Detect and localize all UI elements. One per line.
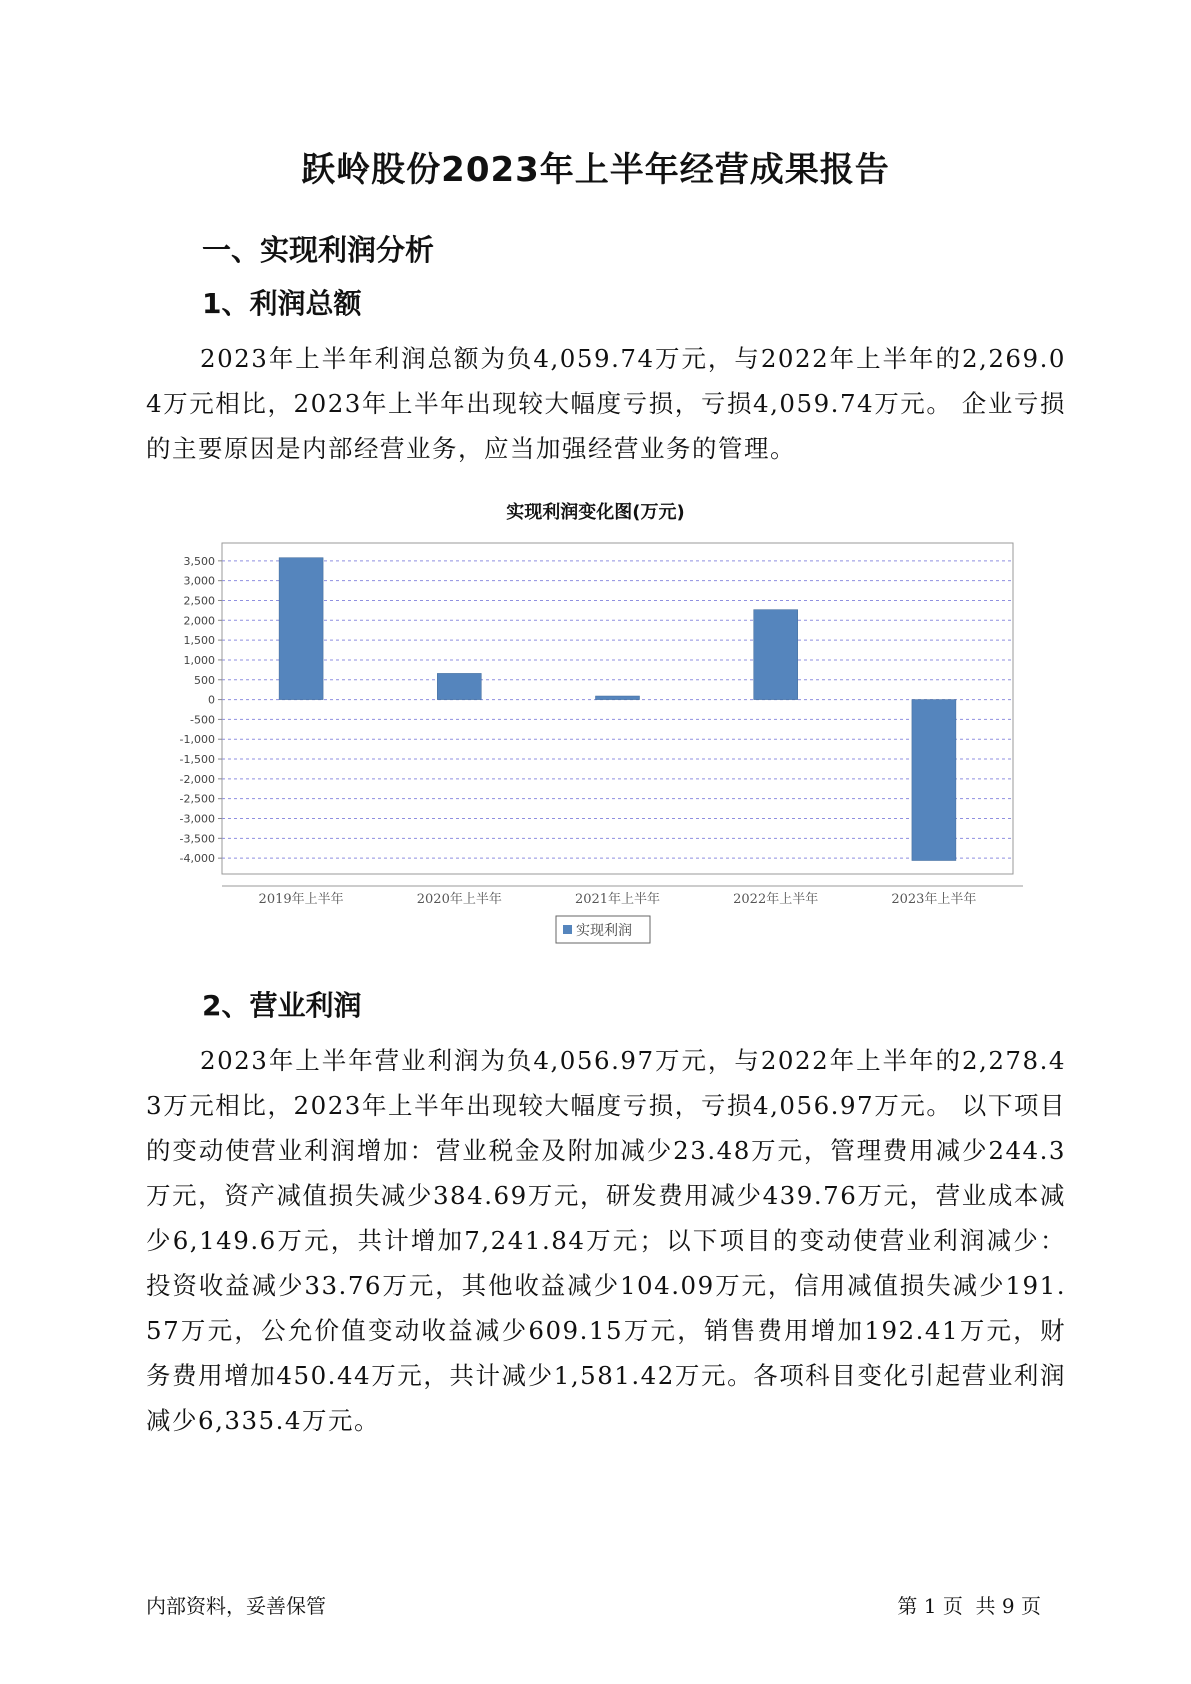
y-tick-label: -4,000 xyxy=(179,852,215,866)
y-tick-label: -1,000 xyxy=(179,733,215,747)
x-category-label: 2021年上半年 xyxy=(574,892,661,907)
y-tick-label: 0 xyxy=(208,693,215,707)
y-tick-label: 500 xyxy=(194,673,215,687)
chart-title: 实现利润变化图(万元) xyxy=(506,502,685,523)
y-tick-label: 3,000 xyxy=(183,574,215,588)
legend-label: 实现利润 xyxy=(576,923,632,939)
y-tick-label: -2,000 xyxy=(179,772,215,786)
x-category-label: 2023年上半年 xyxy=(891,892,977,907)
y-tick-label: -1,500 xyxy=(179,753,215,767)
footer-confidential: 内部资料，妥善保管 xyxy=(146,1594,326,1618)
bar-2 xyxy=(437,673,481,699)
x-category-label: 2020年上半年 xyxy=(416,892,502,907)
legend-swatch xyxy=(563,925,572,934)
section-heading-profit-analysis: 一、实现利润分析 xyxy=(202,233,435,267)
y-tick-label: -2,500 xyxy=(179,792,215,806)
y-tick-label: 2,500 xyxy=(183,594,215,608)
y-tick-label: 1,000 xyxy=(183,653,215,667)
y-tick-label: 1,500 xyxy=(183,634,215,648)
y-tick-label: 2,000 xyxy=(183,614,215,628)
plot-area xyxy=(222,543,1013,874)
y-tick-label: -3,000 xyxy=(179,812,215,826)
x-category-label: 2022年上半年 xyxy=(733,892,819,907)
paragraph-operating-profit: 2023年上半年营业利润为负4,056.97万元，与2022年上半年的2,278.43万元相比，2023年上半年出现较大幅度亏损，亏损4,056.97万元。 以下项目的变动使营业利润增加：营业税金及附加减少23.48万元，管理费用减少244.3万元，资产减值损失减少384.69万元，研发费用减少439.76万元，营业成本减少6,149.6万元，共计增加7,241.84万元；以下项目的变动使营业利润减少：投资收益减少33.76万元，其他收益减少104.09万元，信用减值损失减少191.57万元，公允价值变动收益减少609.15万元，销售费用增加192.41万元，财务费用增加450.44万元，共计减少1,581.42万元。各项科目变化引起营业利润减少6,335.4万元。 xyxy=(146,1046,1066,1435)
subsection-heading-total-profit: 1、利润总额 xyxy=(202,287,362,320)
bar-4 xyxy=(754,610,798,700)
footer-page-number: 第 1 页 共 9 页 xyxy=(897,1594,1041,1618)
y-tick-label: -500 xyxy=(190,713,215,727)
page-title: 跃岭股份2023年上半年经营成果报告 xyxy=(301,150,890,190)
subsection-heading-operating-profit: 2、营业利润 xyxy=(202,989,362,1022)
y-tick-label: -3,500 xyxy=(179,832,215,846)
bar-5 xyxy=(912,700,956,861)
profit-bar-chart xyxy=(0,525,1191,965)
bar-1 xyxy=(279,558,323,700)
x-category-label: 2019年上半年 xyxy=(258,892,344,907)
paragraph-total-profit: 2023年上半年利润总额为负4,059.74万元，与2022年上半年的2,269.04万元相比，2023年上半年出现较大幅度亏损，亏损4,059.74万元。 企业亏损的主要原因是内部经营业务，应当加强经营业务的管理。 xyxy=(146,344,1066,463)
y-tick-label: 3,500 xyxy=(183,554,215,568)
bar-3 xyxy=(596,696,640,700)
